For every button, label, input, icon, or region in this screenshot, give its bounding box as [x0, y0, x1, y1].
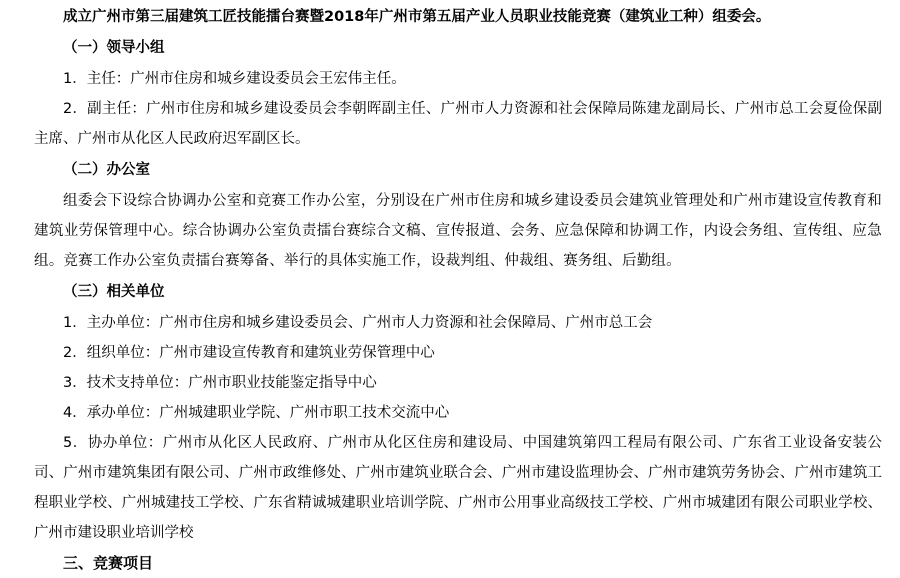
- related-unit-item-2: 2．组织单位：广州市建设宣传教育和建筑业劳保管理中心: [63, 345, 435, 361]
- section-heading-related-units: （三）相关单位: [63, 284, 165, 300]
- related-unit-item-3: 3．技术支持单位：广州市职业技能鉴定指导中心: [63, 375, 377, 391]
- office-body-paragraph: 组委会下设综合协调办公室和竞赛工作办公室，分别设在广州市住房和城乡建设委员会建筑业管理处和广州市建设宣传教育和建筑业劳保管理中心。综合协调办公室负责擂台赛综合文稿、宣传报道、会务、应急保障和协调工作，内设会务组、宣传组、应急组。竞赛工作办公室负责擂台赛筹备、举行的具体实施工作，设裁判组、仲裁组、赛务组、后勤组。: [34, 193, 882, 269]
- leadership-item-1: 1．主任：广州市住房和城乡建设委员会王宏伟主任。: [63, 71, 406, 87]
- document-opening-line: 成立广州市第三届建筑工匠技能擂台赛暨2018年广州市第五届产业人员职业技能竞赛（建筑业工种）组委会。: [63, 9, 771, 25]
- related-unit-item-4: 4．承办单位：广州城建职业学院、广州市职工技术交流中心: [63, 405, 450, 421]
- section-heading-leadership: （一）领导小组: [63, 40, 165, 56]
- section-heading-office: （二）办公室: [63, 162, 150, 178]
- related-unit-item-5: 5．协办单位：广州市从化区人民政府、广州市从化区住房和建设局、中国建筑第四工程局有限公司、广东省工业设备安装公司、广州市建筑集团有限公司、广州市政维修处、广州市建筑业联合会、广州市建设监理协会、广州市建筑劳务协会、广州市建筑工程职业学校、广州城建技工学校、广东省精诚城建职业培训学院、广州市公用事业高级技工学校、广州市城建团有限公司职业学校、广州市建设职业培训学校: [34, 435, 882, 541]
- leadership-item-2: 2．副主任：广州市住房和城乡建设委员会李朝晖副主任、广州市人力资源和社会保障局陈建龙副局长、广州市总工会夏俭保副主席、广州市从化区人民政府迟军副区长。: [34, 101, 882, 147]
- related-unit-item-1: 1．主办单位：广州市住房和城乡建设委员会、广州市人力资源和社会保障局、广州市总工会: [63, 315, 653, 331]
- section-title-competition-events: 三、竞赛项目: [63, 554, 154, 572]
